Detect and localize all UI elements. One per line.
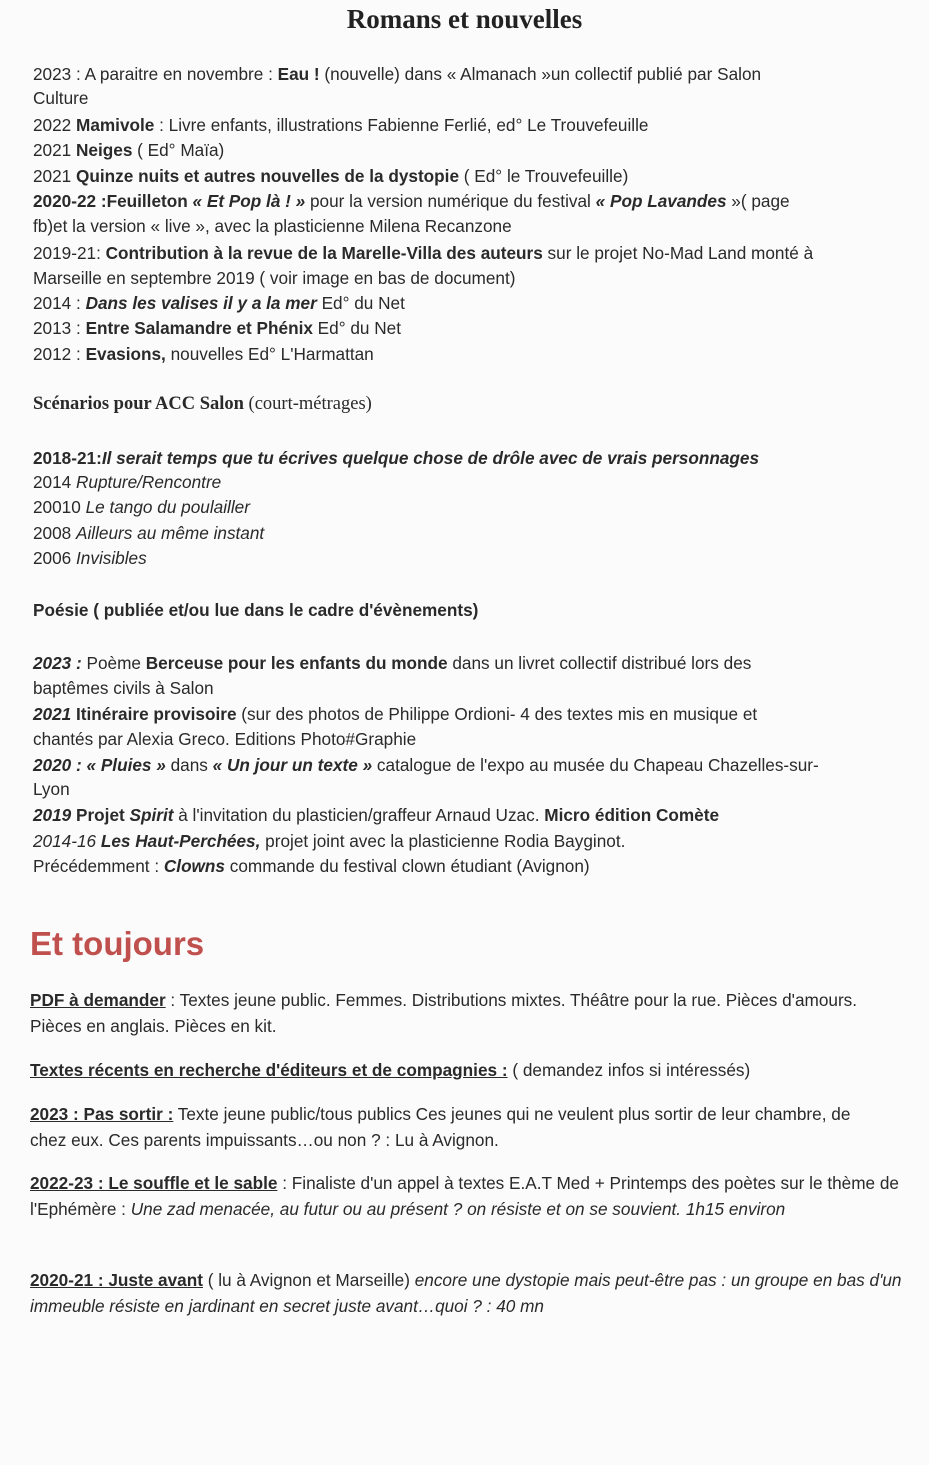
list-item: 2012 : Evasions, nouvelles Ed° L'Harmattan [33, 344, 374, 364]
list-item: 2021 Neiges ( Ed° Maïa) [33, 140, 225, 160]
list-item: Précédemment : Clowns commande du festival clown étudiant (Avignon) [33, 856, 590, 876]
et-toujours-heading: Et toujours [30, 925, 205, 962]
list-item: 2021 Itinéraire provisoire (sur des photos de Philippe Ordioni- 4 des textes mis en musique et [33, 704, 758, 724]
page-title: Romans et nouvelles [346, 4, 583, 34]
list-item: 2014 Rupture/Rencontre [33, 472, 222, 492]
recents-paragraph: Textes récents en recherche d'éditeurs et de compagnies : ( demandez infos si intéressés) [30, 1060, 751, 1080]
list-item: 2014 : Dans les valises il y a la mer Ed° du Net [33, 293, 405, 313]
list-item: 2020-22 :Feuilleton « Et Pop là ! » pour la version numérique du festival « Pop Lavandes »( page [33, 191, 790, 211]
poesie-heading: Poésie ( publiée et/ou lue dans le cadre d'évènements) [33, 600, 479, 620]
list-item: 2019-21: Contribution à la revue de la Marelle-Villa des auteurs sur le projet No-Mad Land monté à [33, 243, 814, 263]
list-item-continuation: baptêmes civils à Salon [33, 678, 214, 698]
list-item: 2018-21:Il serait temps que tu écrives quelque chose de drôle avec de vrais personnages [33, 448, 760, 468]
pdf-label: PDF à demander [30, 990, 166, 1010]
list-item: 2023 : Poème Berceuse pour les enfants du monde dans un livret collectif distribué lors des [33, 653, 752, 673]
list-item: 2021 Quinze nuits et autres nouvelles de la dystopie ( Ed° le Trouvefeuille) [33, 166, 629, 186]
list-item: 2013 : Entre Salamandre et Phénix Ed° du Net [33, 318, 401, 338]
list-item: 2008 Ailleurs au même instant [33, 523, 265, 543]
list-item-continuation: Culture [33, 88, 89, 108]
entry-souffle-sable: 2022-23 : Le souffle et le sable : Finaliste d'un appel à textes E.A.T Med + Printemps des poètes sur le thème de l'Ephémère : Une zad menacée, au futur ou au présent ? on résiste et on se souvient. 1h15 environ [30, 1173, 899, 1219]
entry-juste-avant: 2020-21 : Juste avant ( lu à Avignon et Marseille) encore une dystopie mais peut-être pas : un groupe en bas d'un immeuble résiste en jardinant en secret juste avant…quoi ? : 40 mn [30, 1270, 902, 1316]
entry-pas-sortir: 2023 : Pas sortir : Texte jeune public/tous publics Ces jeunes qui ne veulent plus sortir de leur chambre, de chez eux. Ces parents impuissants…ou non ? : Lu à Avignon. [30, 1104, 851, 1150]
list-item: 20010 Le tango du poulailler [33, 497, 250, 517]
list-item-continuation: chantés par Alexia Greco. Editions Photo#Graphie [33, 729, 417, 749]
list-item: 2014-16 Les Haut-Perchées, projet joint avec la plasticienne Rodia Bayginot. [33, 831, 626, 851]
list-item: 2019 Projet Spirit à l'invitation du plasticien/graffeur Arnaud Uzac. Micro édition Comète [33, 805, 720, 825]
list-item-continuation: Marseille en septembre 2019 ( voir image en bas de document) [33, 268, 516, 288]
list-item: 2023 : A paraitre en novembre : Eau ! (nouvelle) dans « Almanach »un collectif publié par Salon [33, 64, 762, 84]
list-item: 2020 : « Pluies » dans « Un jour un texte » catalogue de l'expo au musée du Chapeau Chazelles-sur- [33, 755, 819, 775]
recents-label: Textes récents en recherche d'éditeurs et de compagnies : [30, 1060, 508, 1080]
list-item-continuation: fb)et la version « live », avec la plasticienne Milena Recanzone [33, 216, 512, 236]
pdf-paragraph: PDF à demander : Textes jeune public. Femmes. Distributions mixtes. Théâtre pour la rue. Pièces d'amours. Pièces en anglais. Pièces en kit. [30, 990, 858, 1036]
list-item: 2022 Mamivole : Livre enfants, illustrations Fabienne Ferlié, ed° Le Trouvefeuille [33, 115, 649, 135]
list-item: 2006 Invisibles [33, 548, 147, 568]
scenarios-heading: Scénarios pour ACC Salon (court-métrages) [33, 394, 372, 414]
list-item-continuation: Lyon [33, 779, 70, 799]
